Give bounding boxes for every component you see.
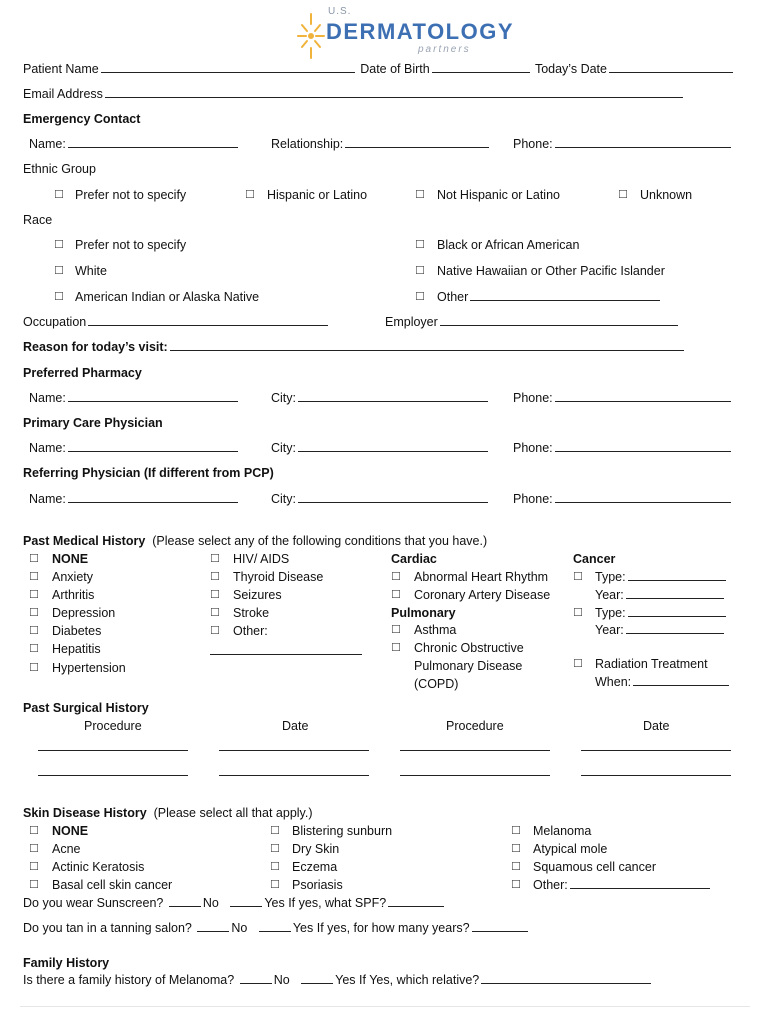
checkbox-icon[interactable]: ☐ [29, 624, 39, 637]
pcp-phone-row [513, 440, 733, 456]
logo-name-text: DERMATOLOGY [326, 19, 515, 44]
pmh-item: Stroke [233, 606, 270, 620]
pmh-item: Chronic Obstructive [414, 641, 524, 655]
sunscreen-question: Do you wear Sunscreen? [23, 896, 164, 910]
psh-date-field[interactable] [581, 775, 731, 776]
pmh-note: (Please select any of the following conditions that you have.) [152, 534, 488, 548]
pcp-name-field[interactable] [68, 440, 238, 452]
cancer-type-row [595, 605, 728, 621]
referring-name-field[interactable] [68, 491, 238, 503]
referring-name-row [29, 491, 240, 507]
skin-item: Dry Skin [292, 842, 340, 856]
patient-name-label: Patient Name [23, 62, 99, 76]
patient-name-field[interactable] [101, 61, 355, 73]
skin-other-field[interactable] [570, 877, 710, 889]
spf-field[interactable] [388, 895, 444, 907]
phone-label: Phone: [513, 391, 553, 405]
pmh-item: Depression [52, 606, 116, 620]
emergency-phone-label: Phone: [513, 137, 553, 151]
checkbox-icon[interactable]: ☐ [29, 588, 39, 601]
patient-name-row [23, 61, 735, 77]
checkbox-icon[interactable]: ☐ [573, 606, 583, 619]
pmh-item: Pulmonary Disease [414, 659, 523, 673]
checkbox-icon[interactable]: ☐ [415, 188, 425, 201]
radiation-when-field[interactable] [633, 674, 729, 686]
pmh-item: HIV/ AIDS [233, 552, 290, 566]
race-option: Black or African American [437, 238, 580, 252]
checkbox-icon[interactable]: ☐ [54, 264, 64, 277]
skin-item: Psoriasis [292, 878, 343, 892]
checkbox-icon[interactable]: ☐ [29, 842, 39, 855]
referring-phone-row [513, 491, 733, 507]
occupation-label: Occupation [23, 315, 87, 329]
pharmacy-phone-field[interactable] [555, 390, 731, 402]
email-row [23, 86, 685, 102]
pmh-item: Anxiety [52, 570, 93, 584]
skin-item: Basal cell skin cancer [52, 878, 173, 892]
cancer-title: Cancer [573, 552, 616, 566]
pmh-item: Seizures [233, 588, 282, 602]
checkbox-icon[interactable]: ☐ [391, 570, 401, 583]
pmh-item: Arthritis [52, 588, 95, 602]
pmh-title: Past Medical History [23, 534, 146, 548]
checkbox-icon[interactable]: ☐ [29, 661, 39, 674]
ethnic-group-title: Ethnic Group [23, 162, 96, 176]
pmh-item: Diabetes [52, 624, 102, 638]
checkbox-icon[interactable]: ☐ [511, 878, 521, 891]
checkbox-icon[interactable]: ☐ [511, 824, 521, 837]
skin-item: Actinic Keratosis [52, 860, 145, 874]
pmh-other-field[interactable] [210, 654, 362, 655]
cancer-type-row [595, 569, 728, 585]
phone-label: Phone: [513, 492, 553, 506]
checkbox-icon[interactable]: ☐ [415, 290, 425, 303]
checkbox-icon[interactable]: ☐ [210, 624, 220, 637]
tanning-no-field[interactable] [197, 920, 229, 932]
pcp-name-row [29, 440, 240, 456]
pharmacy-city-row [271, 390, 490, 406]
pharmacy-name-field[interactable] [68, 390, 238, 402]
phone-label: Phone: [513, 441, 553, 455]
checkbox-icon[interactable]: ☐ [511, 842, 521, 855]
referring-title: Referring Physician (If different from PCP) [23, 466, 274, 480]
checkbox-icon[interactable]: ☐ [245, 188, 255, 201]
checkbox-icon[interactable]: ☐ [54, 188, 64, 201]
family-row [23, 972, 653, 988]
checkbox-icon[interactable]: ☐ [511, 860, 521, 873]
referring-city-field[interactable] [298, 491, 488, 503]
checkbox-icon[interactable]: ☐ [270, 824, 280, 837]
psh-procedure-field[interactable] [38, 750, 188, 751]
company-logo [296, 6, 515, 62]
ethnic-option: Hispanic or Latino [267, 188, 368, 202]
skin-item: Atypical mole [533, 842, 608, 856]
reason-label: Reason for today’s visit: [23, 340, 168, 354]
todays-date-field[interactable] [609, 61, 733, 73]
year-label: Year: [595, 588, 624, 602]
sunscreen-yes-label: Yes [264, 896, 285, 910]
city-label: City: [271, 391, 296, 405]
cancer-year-row [595, 587, 726, 603]
cancer-type-field[interactable] [628, 569, 726, 581]
employer-label: Employer [385, 315, 438, 329]
dob-label: Date of Birth [360, 62, 430, 76]
pharmacy-phone-row [513, 390, 733, 406]
checkbox-icon[interactable]: ☐ [210, 570, 220, 583]
checkbox-icon[interactable]: ☐ [210, 588, 220, 601]
page-divider [20, 1006, 750, 1007]
psh-header: Procedure [446, 719, 504, 733]
pmh-item: Abnormal Heart Rhythm [414, 570, 549, 584]
pmh-item: Hepatitis [52, 642, 101, 656]
psh-date-field[interactable] [219, 750, 369, 751]
sunscreen-yes-field[interactable] [230, 895, 262, 907]
emergency-phone-field[interactable] [555, 136, 731, 148]
when-label: When: [595, 675, 632, 689]
ethnic-option: Not Hispanic or Latino [437, 188, 560, 202]
cancer-year-field[interactable] [626, 622, 724, 634]
race-other-field[interactable] [470, 289, 660, 301]
emergency-name-field[interactable] [68, 136, 238, 148]
checkbox-icon[interactable]: ☐ [29, 642, 39, 655]
sunscreen-no-label: No [202, 896, 219, 910]
race-title: Race [23, 213, 53, 227]
psh-date-field[interactable] [219, 775, 369, 776]
checkbox-icon[interactable]: ☐ [29, 552, 39, 565]
psh-procedure-field[interactable] [400, 750, 550, 751]
pulmonary-title: Pulmonary [391, 606, 456, 620]
race-option: Native Hawaiian or Other Pacific Islander [437, 264, 665, 278]
skin-header [23, 805, 313, 821]
checkbox-icon[interactable]: ☐ [29, 824, 39, 837]
pharmacy-title: Preferred Pharmacy [23, 366, 142, 380]
type-label: Type: [595, 570, 626, 584]
family-yes-label: Yes [335, 973, 356, 987]
family-yes-field[interactable] [301, 972, 333, 984]
emergency-name-label: Name: [29, 137, 66, 151]
name-label: Name: [29, 391, 66, 405]
checkbox-icon[interactable]: ☐ [618, 188, 628, 201]
emergency-relationship-field[interactable] [345, 136, 489, 148]
emergency-contact-title: Emergency Contact [23, 112, 141, 126]
checkbox-icon[interactable]: ☐ [270, 860, 280, 873]
pcp-city-field[interactable] [298, 440, 488, 452]
emergency-name-row [29, 136, 240, 152]
tanning-years-field[interactable] [472, 920, 528, 932]
family-question: Is there a family history of Melanoma? [23, 973, 235, 987]
occupation-row [23, 314, 330, 330]
checkbox-icon[interactable]: ☐ [415, 238, 425, 251]
psh-title: Past Surgical History [23, 701, 149, 715]
tanning-row [23, 920, 530, 936]
skin-item: Acne [52, 842, 81, 856]
psh-header: Procedure [84, 719, 142, 733]
sunscreen-row [23, 895, 446, 911]
pmh-item: (COPD) [414, 677, 459, 691]
skin-item: Melanoma [533, 824, 592, 838]
city-label: City: [271, 492, 296, 506]
psh-procedure-field[interactable] [38, 775, 188, 776]
checkbox-icon[interactable]: ☐ [29, 878, 39, 891]
skin-other-label: Other: [533, 878, 568, 892]
checkbox-icon[interactable]: ☐ [54, 290, 64, 303]
pmh-item: Asthma [414, 623, 457, 637]
emergency-phone-row [513, 136, 733, 152]
checkbox-icon[interactable]: ☐ [573, 657, 583, 670]
pmh-item: Coronary Artery Disease [414, 588, 551, 602]
emergency-relationship-row [271, 136, 491, 152]
tanning-question: Do you tan in a tanning salon? [23, 921, 192, 935]
name-label: Name: [29, 441, 66, 455]
skin-item: NONE [52, 824, 89, 838]
family-followup: If Yes, which relative? [359, 973, 480, 987]
type-label: Type: [595, 606, 626, 620]
race-option: White [75, 264, 107, 278]
checkbox-icon[interactable]: ☐ [270, 842, 280, 855]
race-other-row [437, 289, 662, 305]
checkbox-icon[interactable]: ☐ [54, 238, 64, 251]
pmh-item: NONE [52, 552, 89, 566]
tanning-yes-field[interactable] [259, 920, 291, 932]
sunscreen-followup: If yes, what SPF? [288, 896, 387, 910]
checkbox-icon[interactable]: ☐ [29, 606, 39, 619]
dob-field[interactable] [432, 61, 530, 73]
todays-date-label: Today’s Date [534, 62, 607, 76]
pmh-header [23, 533, 487, 549]
cardiac-title: Cardiac [391, 552, 437, 566]
race-option: Prefer not to specify [75, 238, 187, 252]
pcp-city-row [271, 440, 490, 456]
psh-header: Date [282, 719, 309, 733]
referring-city-row [271, 491, 490, 507]
reason-row [23, 339, 686, 355]
cancer-type-field[interactable] [628, 605, 726, 617]
checkbox-icon[interactable]: ☐ [29, 570, 39, 583]
referring-phone-field[interactable] [555, 491, 731, 503]
tanning-followup: If yes, for how many years? [316, 921, 470, 935]
cancer-year-row [595, 622, 726, 638]
checkbox-icon[interactable]: ☐ [391, 641, 401, 654]
ethnic-option: Unknown [640, 188, 693, 202]
checkbox-icon[interactable]: ☐ [210, 552, 220, 565]
pmh-item: Hypertension [52, 661, 126, 675]
skin-title: Skin Disease History [23, 806, 147, 820]
emergency-relationship-label: Relationship: [271, 137, 344, 151]
pcp-title: Primary Care Physician [23, 416, 163, 430]
logo-us-text: U.S. [328, 6, 352, 17]
tanning-yes-label: Yes [292, 921, 314, 935]
family-title: Family History [23, 956, 110, 970]
skin-item: Squamous cell cancer [533, 860, 656, 874]
email-label: Email Address [23, 87, 103, 101]
skin-other-row [533, 877, 712, 893]
psh-header: Date [643, 719, 670, 733]
sunscreen-no-field[interactable] [169, 895, 201, 907]
employer-row [385, 314, 680, 330]
pmh-item: Radiation Treatment [595, 657, 708, 671]
family-no-label: No [273, 973, 290, 987]
checkbox-icon[interactable]: ☐ [391, 623, 401, 636]
psh-date-field[interactable] [581, 750, 731, 751]
checkbox-icon[interactable]: ☐ [573, 570, 583, 583]
cancer-year-field[interactable] [626, 587, 724, 599]
race-option: American Indian or Alaska Native [75, 290, 260, 304]
race-other-label: Other [437, 290, 469, 304]
sunburst-logo-icon [296, 10, 326, 62]
checkbox-icon[interactable]: ☐ [29, 860, 39, 873]
skin-item: Eczema [292, 860, 338, 874]
skin-item: Blistering sunburn [292, 824, 393, 838]
email-field[interactable] [105, 86, 683, 98]
occupation-field[interactable] [88, 314, 328, 326]
reason-field[interactable] [170, 339, 684, 351]
name-label: Name: [29, 492, 66, 506]
employer-field[interactable] [440, 314, 678, 326]
pmh-item: Thyroid Disease [233, 570, 324, 584]
pharmacy-name-row [29, 390, 240, 406]
checkbox-icon[interactable]: ☐ [270, 878, 280, 891]
radiation-when-row [595, 674, 731, 690]
pharmacy-city-field[interactable] [298, 390, 488, 402]
pcp-phone-field[interactable] [555, 440, 731, 452]
family-no-field[interactable] [240, 972, 272, 984]
logo-sub-text: partners [418, 44, 471, 55]
checkbox-icon[interactable]: ☐ [210, 606, 220, 619]
year-label: Year: [595, 623, 624, 637]
ethnic-option: Prefer not to specify [75, 188, 187, 202]
relative-field[interactable] [481, 972, 651, 984]
checkbox-icon[interactable]: ☐ [391, 588, 401, 601]
psh-procedure-field[interactable] [400, 775, 550, 776]
pmh-item: Other: [233, 624, 268, 638]
city-label: City: [271, 441, 296, 455]
checkbox-icon[interactable]: ☐ [415, 264, 425, 277]
tanning-no-label: No [231, 921, 248, 935]
skin-note: (Please select all that apply.) [153, 806, 313, 820]
